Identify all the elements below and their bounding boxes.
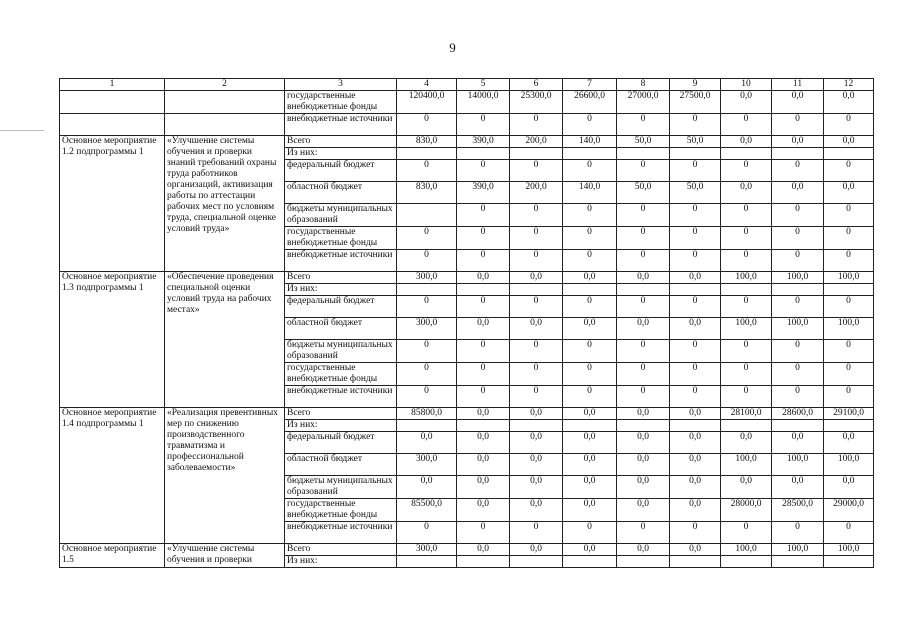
amount-cell: 0 xyxy=(670,363,721,386)
amount-cell: 0,0 xyxy=(457,272,510,284)
amount-cell: 29000,0 xyxy=(824,499,874,522)
column-header: 8 xyxy=(617,79,670,91)
amount-cell: 0 xyxy=(670,340,721,363)
amount-cell: 140,0 xyxy=(563,136,617,148)
amount-cell: 0,0 xyxy=(457,476,510,499)
amount-cell: 300,0 xyxy=(397,272,457,284)
amount-cell: 0 xyxy=(824,114,874,136)
funding-source: Всего xyxy=(285,136,397,148)
amount-cell: 0 xyxy=(772,250,824,272)
amount-cell: 0,0 xyxy=(563,454,617,476)
amount-cell xyxy=(563,556,617,568)
amount-cell: 0 xyxy=(510,114,563,136)
amount-cell: 0,0 xyxy=(457,318,510,340)
funding-source: Всего xyxy=(285,272,397,284)
amount-cell: 0,0 xyxy=(563,476,617,499)
amount-cell: 0,0 xyxy=(617,476,670,499)
budget-table xyxy=(59,78,874,568)
amount-cell: 0 xyxy=(772,160,824,182)
measure-title-cell xyxy=(165,91,285,114)
amount-cell: 0,0 xyxy=(721,136,772,148)
funding-source: областной бюджет xyxy=(285,182,397,204)
funding-source: бюджеты муниципальных образований xyxy=(285,204,397,227)
amount-cell xyxy=(397,284,457,296)
amount-cell: 0 xyxy=(563,296,617,318)
amount-cell: 390,0 xyxy=(457,136,510,148)
amount-cell: 0 xyxy=(772,386,824,408)
amount-cell xyxy=(397,420,457,432)
amount-cell: 0 xyxy=(563,114,617,136)
amount-cell: 0 xyxy=(721,227,772,250)
amount-cell: 0,0 xyxy=(563,432,617,454)
amount-cell: 0 xyxy=(563,363,617,386)
funding-source: федеральный бюджет xyxy=(285,160,397,182)
amount-cell xyxy=(670,420,721,432)
amount-cell: 0,0 xyxy=(670,454,721,476)
amount-cell: 200,0 xyxy=(510,136,563,148)
amount-cell: 50,0 xyxy=(670,182,721,204)
funding-source: внебюджетные источники xyxy=(285,522,397,544)
amount-cell: 140,0 xyxy=(563,182,617,204)
amount-cell xyxy=(617,284,670,296)
funding-source: Из них: xyxy=(285,556,397,568)
funding-source: внебюджетные источники xyxy=(285,386,397,408)
amount-cell: 0 xyxy=(617,386,670,408)
amount-cell: 29100,0 xyxy=(824,408,874,420)
amount-cell: 0,0 xyxy=(563,544,617,556)
amount-cell: 0,0 xyxy=(824,136,874,148)
amount-cell: 0 xyxy=(617,227,670,250)
amount-cell: 0 xyxy=(563,522,617,544)
amount-cell xyxy=(457,420,510,432)
amount-cell xyxy=(617,148,670,160)
amount-cell: 0,0 xyxy=(457,499,510,522)
amount-cell: 120400,0 xyxy=(397,91,457,114)
amount-cell: 0 xyxy=(617,522,670,544)
amount-cell: 0 xyxy=(397,227,457,250)
measure-title-cell xyxy=(165,114,285,136)
amount-cell xyxy=(457,284,510,296)
amount-cell xyxy=(670,148,721,160)
amount-cell: 26600,0 xyxy=(563,91,617,114)
amount-cell: 0,0 xyxy=(824,432,874,454)
amount-cell xyxy=(617,556,670,568)
amount-cell xyxy=(670,556,721,568)
amount-cell xyxy=(563,284,617,296)
amount-cell: 0 xyxy=(824,204,874,227)
amount-cell: 0,0 xyxy=(617,408,670,420)
amount-cell: 300,0 xyxy=(397,454,457,476)
amount-cell xyxy=(721,420,772,432)
amount-cell: 85800,0 xyxy=(397,408,457,420)
table-row xyxy=(60,544,874,556)
amount-cell: 0,0 xyxy=(670,432,721,454)
amount-cell: 0 xyxy=(617,204,670,227)
amount-cell xyxy=(824,284,874,296)
amount-cell: 0 xyxy=(824,250,874,272)
amount-cell xyxy=(824,556,874,568)
amount-cell: 0,0 xyxy=(670,544,721,556)
amount-cell: 0 xyxy=(510,250,563,272)
amount-cell: 0 xyxy=(397,340,457,363)
margin-line xyxy=(0,130,44,131)
amount-cell: 0 xyxy=(510,363,563,386)
amount-cell: 50,0 xyxy=(617,136,670,148)
amount-cell: 28500,0 xyxy=(772,499,824,522)
amount-cell: 0,0 xyxy=(721,476,772,499)
amount-cell: 0,0 xyxy=(510,318,563,340)
amount-cell: 0 xyxy=(397,250,457,272)
amount-cell: 14000,0 xyxy=(457,91,510,114)
amount-cell: 0 xyxy=(670,386,721,408)
amount-cell: 0 xyxy=(721,340,772,363)
amount-cell: 390,0 xyxy=(457,182,510,204)
measure-name: Основное мероприятие 1.4 подпрограммы 1 xyxy=(60,408,165,544)
amount-cell: 0 xyxy=(617,114,670,136)
table-row xyxy=(60,136,874,148)
amount-cell: 0,0 xyxy=(772,432,824,454)
amount-cell: 0 xyxy=(563,340,617,363)
amount-cell: 0 xyxy=(824,522,874,544)
amount-cell: 0 xyxy=(772,204,824,227)
amount-cell: 0 xyxy=(824,363,874,386)
amount-cell: 0,0 xyxy=(617,272,670,284)
amount-cell xyxy=(772,284,824,296)
measure-name: Основное мероприятие 1.5 xyxy=(60,544,165,568)
amount-cell: 0 xyxy=(457,114,510,136)
funding-source: государственные внебюджетные фонды xyxy=(285,363,397,386)
amount-cell: 0,0 xyxy=(457,408,510,420)
amount-cell: 100,0 xyxy=(772,272,824,284)
amount-cell: 830,0 xyxy=(397,182,457,204)
amount-cell: 0 xyxy=(457,363,510,386)
amount-cell: 0,0 xyxy=(772,136,824,148)
amount-cell: 0 xyxy=(721,160,772,182)
amount-cell: 100,0 xyxy=(824,454,874,476)
amount-cell: 0 xyxy=(772,296,824,318)
funding-source: Всего xyxy=(285,408,397,420)
amount-cell: 830,0 xyxy=(397,136,457,148)
amount-cell: 0 xyxy=(670,227,721,250)
amount-cell: 0,0 xyxy=(563,318,617,340)
amount-cell: 0,0 xyxy=(510,272,563,284)
amount-cell xyxy=(824,420,874,432)
amount-cell: 0 xyxy=(721,386,772,408)
amount-cell: 0,0 xyxy=(617,499,670,522)
amount-cell: 0 xyxy=(563,386,617,408)
amount-cell: 0,0 xyxy=(670,408,721,420)
amount-cell: 0 xyxy=(457,160,510,182)
table-row xyxy=(60,114,874,136)
amount-cell: 0 xyxy=(670,250,721,272)
amount-cell xyxy=(457,148,510,160)
column-header: 7 xyxy=(563,79,617,91)
amount-cell: 0,0 xyxy=(772,182,824,204)
table-row xyxy=(60,91,874,114)
amount-cell: 0,0 xyxy=(721,182,772,204)
amount-cell: 0,0 xyxy=(510,408,563,420)
amount-cell: 0,0 xyxy=(670,499,721,522)
column-header: 12 xyxy=(824,79,874,91)
amount-cell: 0,0 xyxy=(457,544,510,556)
funding-source: внебюджетные источники xyxy=(285,250,397,272)
amount-cell: 0 xyxy=(721,522,772,544)
amount-cell xyxy=(510,284,563,296)
table-row xyxy=(60,272,874,284)
amount-cell: 100,0 xyxy=(721,318,772,340)
amount-cell: 0 xyxy=(721,114,772,136)
amount-cell: 0,0 xyxy=(510,476,563,499)
amount-cell: 0,0 xyxy=(617,432,670,454)
amount-cell: 100,0 xyxy=(772,318,824,340)
amount-cell: 100,0 xyxy=(824,318,874,340)
amount-cell: 0 xyxy=(397,363,457,386)
column-header: 1 xyxy=(60,79,165,91)
amount-cell: 0 xyxy=(563,160,617,182)
measure-title: «Обеспечение проведения специальной оценки условий труда на рабочих местах» xyxy=(165,272,285,408)
amount-cell: 100,0 xyxy=(721,544,772,556)
amount-cell: 0 xyxy=(772,522,824,544)
table-row xyxy=(60,408,874,420)
amount-cell: 0 xyxy=(617,160,670,182)
amount-cell: 0 xyxy=(824,227,874,250)
amount-cell: 100,0 xyxy=(721,454,772,476)
column-header: 4 xyxy=(397,79,457,91)
amount-cell: 0 xyxy=(670,522,721,544)
amount-cell: 0 xyxy=(397,160,457,182)
amount-cell xyxy=(772,148,824,160)
amount-cell: 0,0 xyxy=(721,432,772,454)
amount-cell: 0,0 xyxy=(772,476,824,499)
amount-cell: 0 xyxy=(397,386,457,408)
amount-cell: 0,0 xyxy=(617,454,670,476)
funding-source: бюджеты муниципальных образований xyxy=(285,476,397,499)
amount-cell: 0 xyxy=(824,340,874,363)
amount-cell xyxy=(772,420,824,432)
amount-cell: 0 xyxy=(721,250,772,272)
amount-cell: 0 xyxy=(824,386,874,408)
amount-cell xyxy=(721,556,772,568)
amount-cell xyxy=(721,284,772,296)
measure-name: Основное мероприятие 1.3 подпрограммы 1 xyxy=(60,272,165,408)
amount-cell xyxy=(397,204,457,227)
funding-source: Всего xyxy=(285,544,397,556)
amount-cell: 0,0 xyxy=(824,91,874,114)
amount-cell: 0 xyxy=(772,114,824,136)
amount-cell xyxy=(510,556,563,568)
amount-cell: 0,0 xyxy=(563,272,617,284)
amount-cell xyxy=(617,420,670,432)
column-header: 6 xyxy=(510,79,563,91)
amount-cell: 0 xyxy=(563,227,617,250)
amount-cell xyxy=(670,284,721,296)
amount-cell: 0 xyxy=(670,296,721,318)
funding-source: Из них: xyxy=(285,284,397,296)
amount-cell: 25300,0 xyxy=(510,91,563,114)
measure-title: «Улучшение системы обучения и проверки знаний требований охраны труда работников организаций, активизация работы по аттестации рабочих мест по условиям труда, специальной оценке условий труда» xyxy=(165,136,285,272)
funding-source: Из них: xyxy=(285,148,397,160)
amount-cell xyxy=(510,420,563,432)
amount-cell: 0 xyxy=(670,204,721,227)
amount-cell: 0,0 xyxy=(510,499,563,522)
amount-cell: 0,0 xyxy=(457,454,510,476)
amount-cell: 0 xyxy=(510,296,563,318)
amount-cell xyxy=(457,556,510,568)
column-header: 3 xyxy=(285,79,397,91)
amount-cell: 28000,0 xyxy=(721,499,772,522)
amount-cell: 0,0 xyxy=(397,476,457,499)
amount-cell: 0,0 xyxy=(617,318,670,340)
amount-cell: 0,0 xyxy=(397,432,457,454)
amount-cell: 0 xyxy=(721,204,772,227)
funding-source: государственные внебюджетные фонды xyxy=(285,499,397,522)
funding-source: федеральный бюджет xyxy=(285,432,397,454)
amount-cell xyxy=(397,556,457,568)
amount-cell: 0,0 xyxy=(617,544,670,556)
amount-cell: 0 xyxy=(510,386,563,408)
amount-cell: 0 xyxy=(824,160,874,182)
measure-name-cell xyxy=(60,114,165,136)
amount-cell: 0,0 xyxy=(510,544,563,556)
amount-cell: 200,0 xyxy=(510,182,563,204)
amount-cell: 0 xyxy=(397,522,457,544)
page-number: 9 xyxy=(449,40,456,55)
amount-cell: 0 xyxy=(397,296,457,318)
column-header: 11 xyxy=(772,79,824,91)
amount-cell: 0 xyxy=(457,340,510,363)
funding-source: областной бюджет xyxy=(285,318,397,340)
measure-name: Основное мероприятие 1.2 подпрограммы 1 xyxy=(60,136,165,272)
amount-cell: 0,0 xyxy=(510,454,563,476)
amount-cell: 0 xyxy=(510,160,563,182)
amount-cell: 0,0 xyxy=(457,432,510,454)
amount-cell: 0,0 xyxy=(824,476,874,499)
amount-cell: 0 xyxy=(510,522,563,544)
amount-cell: 0 xyxy=(510,204,563,227)
amount-cell: 100,0 xyxy=(772,454,824,476)
amount-cell: 0 xyxy=(457,204,510,227)
funding-source: Из них: xyxy=(285,420,397,432)
amount-cell: 27500,0 xyxy=(670,91,721,114)
amount-cell: 100,0 xyxy=(824,272,874,284)
amount-cell: 0 xyxy=(670,114,721,136)
funding-source: государственные внебюджетные фонды xyxy=(285,227,397,250)
amount-cell: 28100,0 xyxy=(721,408,772,420)
amount-cell xyxy=(772,556,824,568)
amount-cell: 0,0 xyxy=(563,408,617,420)
funding-source: федеральный бюджет xyxy=(285,296,397,318)
amount-cell xyxy=(563,148,617,160)
amount-cell: 0 xyxy=(563,250,617,272)
funding-source: внебюджетные источники xyxy=(285,114,397,136)
amount-cell: 0 xyxy=(510,227,563,250)
amount-cell: 50,0 xyxy=(617,182,670,204)
amount-cell: 0 xyxy=(772,340,824,363)
amount-cell: 0 xyxy=(457,296,510,318)
amount-cell: 27000,0 xyxy=(617,91,670,114)
amount-cell xyxy=(563,420,617,432)
amount-cell: 100,0 xyxy=(721,272,772,284)
amount-cell: 300,0 xyxy=(397,318,457,340)
column-header-row xyxy=(60,79,874,91)
amount-cell: 0 xyxy=(721,363,772,386)
amount-cell: 28600,0 xyxy=(772,408,824,420)
amount-cell: 85500,0 xyxy=(397,499,457,522)
amount-cell: 0 xyxy=(617,250,670,272)
amount-cell: 0 xyxy=(721,296,772,318)
amount-cell: 0 xyxy=(772,227,824,250)
amount-cell: 300,0 xyxy=(397,544,457,556)
amount-cell: 0,0 xyxy=(510,432,563,454)
funding-source: областной бюджет xyxy=(285,454,397,476)
measure-name-cell xyxy=(60,91,165,114)
amount-cell xyxy=(824,148,874,160)
amount-cell: 0 xyxy=(670,160,721,182)
amount-cell: 0 xyxy=(457,386,510,408)
amount-cell: 100,0 xyxy=(772,544,824,556)
amount-cell: 0,0 xyxy=(772,91,824,114)
amount-cell: 0,0 xyxy=(563,499,617,522)
amount-cell: 0,0 xyxy=(670,272,721,284)
measure-title: «Реализация превентивных мер по снижению производственного травматизма и профессиональной заболеваемости» xyxy=(165,408,285,544)
amount-cell: 0,0 xyxy=(824,182,874,204)
amount-cell: 0 xyxy=(563,204,617,227)
amount-cell xyxy=(721,148,772,160)
measure-title: «Улучшение системы обучения и проверки xyxy=(165,544,285,568)
amount-cell xyxy=(397,148,457,160)
amount-cell: 0 xyxy=(617,340,670,363)
funding-source: бюджеты муниципальных образований xyxy=(285,340,397,363)
amount-cell: 0 xyxy=(457,250,510,272)
amount-cell: 0 xyxy=(457,227,510,250)
amount-cell: 0,0 xyxy=(670,318,721,340)
amount-cell: 0 xyxy=(510,340,563,363)
amount-cell: 0 xyxy=(457,522,510,544)
amount-cell xyxy=(510,148,563,160)
column-header: 10 xyxy=(721,79,772,91)
amount-cell: 0 xyxy=(617,363,670,386)
amount-cell: 100,0 xyxy=(824,544,874,556)
funding-source: государственные внебюджетные фонды xyxy=(285,91,397,114)
amount-cell: 0,0 xyxy=(721,91,772,114)
column-header: 9 xyxy=(670,79,721,91)
column-header: 5 xyxy=(457,79,510,91)
amount-cell: 0 xyxy=(824,296,874,318)
amount-cell: 0,0 xyxy=(670,476,721,499)
amount-cell: 0 xyxy=(617,296,670,318)
amount-cell: 50,0 xyxy=(670,136,721,148)
column-header: 2 xyxy=(165,79,285,91)
amount-cell: 0 xyxy=(772,363,824,386)
amount-cell: 0 xyxy=(397,114,457,136)
